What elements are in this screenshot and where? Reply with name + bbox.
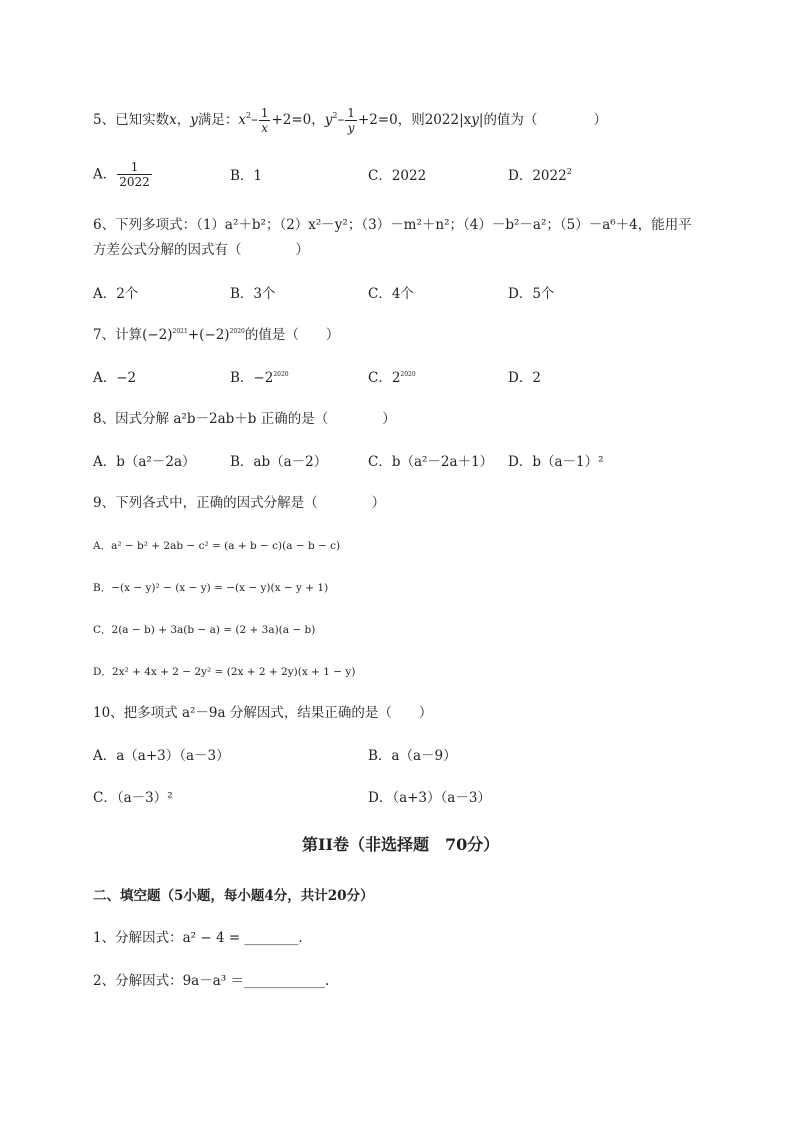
q7-option-b[interactable] <box>230 369 289 387</box>
q7-base-1: (−2) <box>142 327 173 343</box>
question-6-line-1: 6、下列多项式：（1）a²＋b²；（2）x²－y²；（3）－m²＋n²；（4）－b²－a²；（5）－a⁶＋4，能用平 <box>93 217 692 233</box>
question-9: 9、下列各式中，正确的因式分解是（ ） <box>93 495 386 511</box>
q9-option-c[interactable]: C．2(a − b) + 3a(b − a) = (2 + 3a)(a − b) <box>93 624 316 636</box>
q6-option-a[interactable]: A．2个 <box>93 286 139 302</box>
q5-comma: ， <box>176 112 191 128</box>
q9-option-d[interactable]: D．2x² + 4x + 2 − 2y² = (2x + 2 + 2y)(x + 1 − y) <box>93 666 356 678</box>
q5-var-y: y <box>190 112 198 128</box>
q5-option-a-num: 1 <box>117 160 152 175</box>
q7-option-c-sup: 2020 <box>400 371 416 378</box>
question-6-line-2: 方差公式分解的因式有（ ） <box>93 242 309 258</box>
q8-option-a[interactable]: A．b（a²－2a） <box>93 454 196 470</box>
q10-option-d[interactable]: D．（a+3）（a－3） <box>368 790 491 806</box>
q7-exp-1: 2021 <box>172 328 188 335</box>
q5-paren-close: ） <box>593 112 607 128</box>
q7-exp-2: 2020 <box>229 328 245 335</box>
q5-frac2-num: 1 <box>347 106 355 120</box>
q5-var-x: x <box>169 112 177 128</box>
question-8: 8、因式分解 a²b－2ab＋b 正确的是（ ） <box>93 411 396 427</box>
q5-option-d-sup: 2 <box>566 167 572 176</box>
q6-option-d[interactable]: D．5个 <box>508 286 555 302</box>
q7-option-c-text: C．2 <box>368 370 401 386</box>
q7-base-2: (−2) <box>199 327 230 343</box>
q5-option-a[interactable] <box>93 160 153 189</box>
q6-option-b[interactable]: B．3个 <box>230 286 276 302</box>
q5-option-c[interactable]: C．2022 <box>368 168 427 184</box>
q5-eq2-minus: – <box>337 112 345 128</box>
q7-option-b-text: B．−2 <box>230 370 274 386</box>
q5-option-a-den: 2022 <box>119 175 150 189</box>
question-10: 10、把多项式 a²－9a 分解因式，结果正确的是（ ） <box>93 705 433 721</box>
q5-text-b: 满足： <box>197 112 239 128</box>
q5-frac1-den: x <box>261 121 269 135</box>
q5-expr: 2022|x <box>424 112 472 128</box>
q8-option-d[interactable]: D．b（a－1）² <box>508 454 604 470</box>
q5-option-d-text: D．2022 <box>508 168 567 184</box>
q10-option-a[interactable]: A．a（a+3）（a－3） <box>93 748 230 764</box>
q5-eq2-var: y <box>324 112 333 128</box>
q10-option-c[interactable]: C．（a－3）² <box>93 790 173 806</box>
question-5 <box>93 106 607 135</box>
q7-option-c[interactable] <box>368 369 416 387</box>
q5-option-a-label: A． <box>93 166 117 183</box>
q5-frac2-den: y <box>347 121 355 135</box>
q5-eq1-rest: +2=0， <box>271 112 325 128</box>
q8-option-b[interactable]: B．ab（a－2） <box>230 454 328 470</box>
fill-question-1: 1、分解因式：a² − 4 = ________. <box>93 930 303 946</box>
q5-option-d[interactable] <box>508 167 572 185</box>
q7-text-a: 7、计算 <box>93 327 143 343</box>
section-2-title: 第II卷（非选择题 70分） <box>302 835 500 854</box>
q5-option-a-frac <box>117 160 152 189</box>
q5-text-c: 的值为（ <box>483 112 538 128</box>
q5-eq1-sq: 2 <box>245 111 252 120</box>
q6-option-c[interactable]: C．4个 <box>368 286 414 302</box>
q7-option-a[interactable]: A．−2 <box>93 370 137 386</box>
q5-frac-1 <box>259 106 271 135</box>
question-7 <box>93 326 339 344</box>
q5-eq1-minus: – <box>251 112 258 128</box>
q10-option-b[interactable]: B．a（a－9） <box>368 748 457 764</box>
q8-option-c[interactable]: C．b（a²－2a＋1） <box>368 454 494 470</box>
q5-expr-b: y| <box>471 112 484 128</box>
q5-eq2-rest: +2=0，则 <box>357 112 425 128</box>
q7-plus: + <box>187 327 200 343</box>
q7-option-b-sup: 2020 <box>273 371 289 378</box>
q9-option-a[interactable]: A．a² − b² + 2ab − c² = (a + b − c)(a − b − c) <box>93 540 341 552</box>
q5-text-a: 5、已知实数 <box>93 112 170 128</box>
q7-option-d[interactable]: D．2 <box>508 370 541 386</box>
q5-option-b[interactable]: B．1 <box>230 168 263 184</box>
q5-frac-2 <box>345 106 357 135</box>
q5-eq1-var: x <box>238 112 246 128</box>
q9-option-b[interactable]: B．−(x − y)² − (x − y) = −(x − y)(x − y + 1) <box>93 582 329 594</box>
q5-frac1-num: 1 <box>260 106 269 120</box>
q7-text-b: 的值是（ ） <box>244 327 340 343</box>
fill-question-2: 2、分解因式：9a－a³ ＝____________. <box>93 973 330 989</box>
q5-eq2-sq: 2 <box>332 111 338 120</box>
section-2-subtitle: 二、填空题（5小题，每小题4分，共计20分） <box>93 888 374 904</box>
